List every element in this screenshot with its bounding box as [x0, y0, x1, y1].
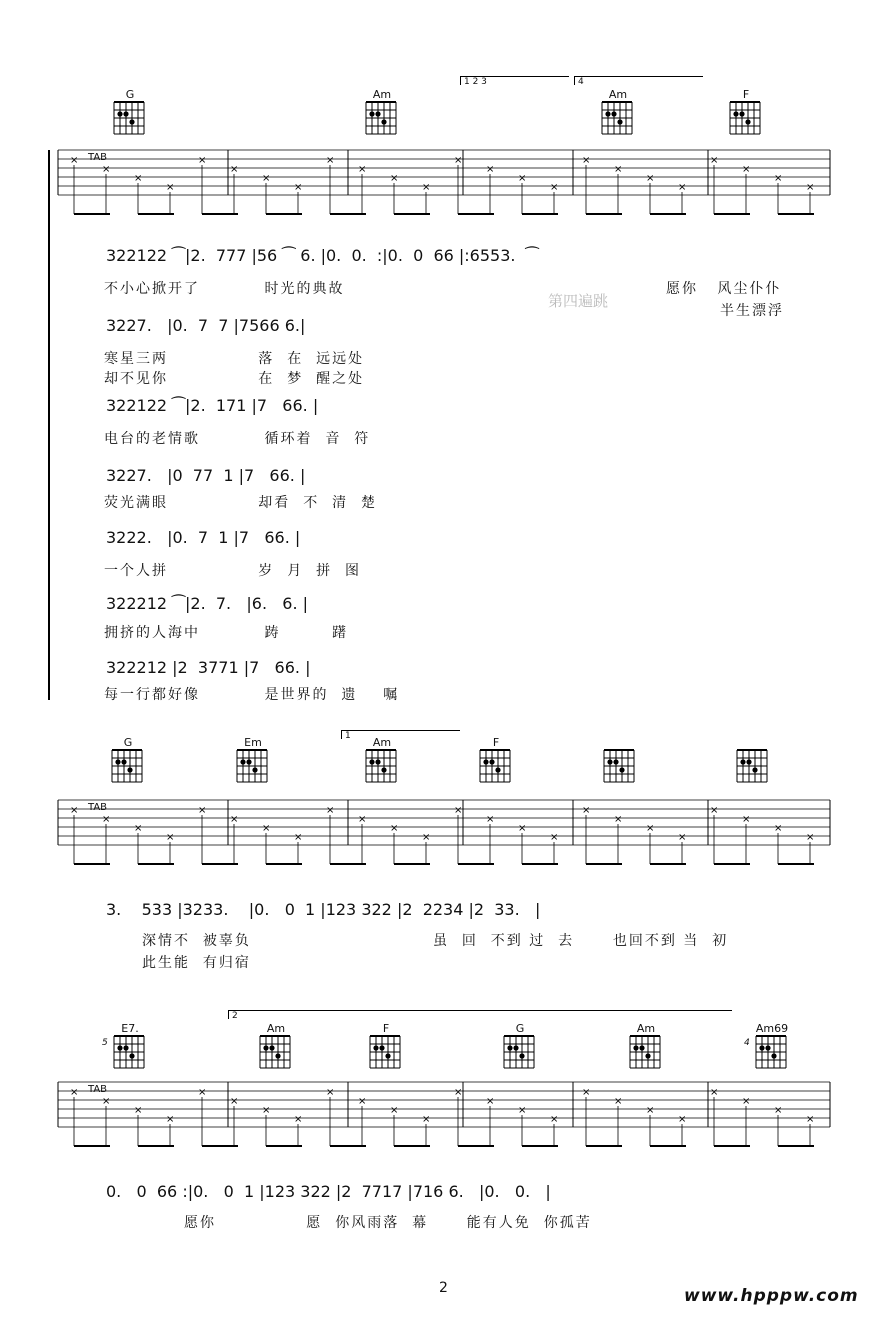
lyric-line: 却不见你 在 梦 醒之处: [104, 371, 365, 387]
jianpu-row: 322212 |2 3771 |7 66. |: [106, 658, 311, 677]
chord-grid: [366, 1034, 406, 1070]
jianpu-row: 322122 ⁀|2. 777 |56 ⁀ 6. |0. 0. :|0. 0 66 |:6553. ⁀: [106, 246, 539, 265]
lyric-line: 拥挤的人海中 踌 躇: [104, 625, 349, 641]
svg-text:×: ×: [262, 1105, 271, 1116]
volta-bracket: 2: [228, 1010, 732, 1019]
volta-bracket: 1: [341, 730, 460, 739]
chord-diagram: [233, 736, 273, 788]
page-number: 2: [439, 1280, 448, 1296]
jianpu-row: 322212 ⁀|2. 7. |6. 6. |: [106, 594, 309, 613]
svg-text:×: ×: [262, 173, 271, 184]
chord-name: G: [515, 1022, 525, 1035]
svg-text:×: ×: [294, 182, 303, 193]
svg-text:×: ×: [646, 1105, 655, 1116]
chord-grid: [256, 1034, 296, 1070]
chord-diagram: [500, 1022, 540, 1074]
svg-text:×: ×: [710, 1087, 719, 1098]
chord-name: F: [382, 1022, 390, 1035]
tab-label: TAB: [88, 802, 108, 813]
chord-grid: [476, 748, 516, 784]
lyric-line: 半生漂浮: [720, 303, 784, 319]
chord-diagram: [108, 736, 148, 788]
jianpu-row: 3227. |0. 7 7 |7566 6.|: [106, 316, 306, 335]
chord-diagram: [626, 1022, 666, 1074]
chord-grid: [233, 748, 273, 784]
chord-diagram: [598, 88, 638, 140]
fret-position: 5: [102, 1038, 108, 1048]
svg-text:×: ×: [390, 173, 399, 184]
lyric-line: 寒星三两 落 在 远远处: [104, 351, 365, 367]
svg-text:×: ×: [710, 155, 719, 166]
chord-name: G: [125, 88, 135, 101]
svg-text:×: ×: [774, 823, 783, 834]
chord-grid: [598, 100, 638, 136]
svg-text:×: ×: [230, 1096, 239, 1107]
svg-text:×: ×: [166, 182, 175, 193]
svg-text:×: ×: [262, 823, 271, 834]
lyric-line: 荧光满眼 却看 不 清 楚: [104, 495, 378, 511]
lyric-line: 愿你 愿 你风雨落 幕 能有人免 你孤苦: [184, 1215, 592, 1231]
tab-staff: [58, 800, 830, 890]
svg-text:×: ×: [102, 1096, 111, 1107]
svg-text:×: ×: [326, 805, 335, 816]
chord-grid: [110, 1034, 150, 1070]
lyric-line: 愿你 风尘仆仆: [666, 281, 782, 297]
svg-text:×: ×: [486, 814, 495, 825]
svg-text:×: ×: [646, 173, 655, 184]
chord-name: Am: [372, 736, 392, 749]
svg-text:×: ×: [614, 814, 623, 825]
chord-diagram: [726, 88, 766, 140]
svg-text:×: ×: [230, 814, 239, 825]
svg-text:×: ×: [806, 1114, 815, 1125]
svg-text:×: ×: [678, 1114, 687, 1125]
chord-name: Am: [266, 1022, 286, 1035]
chord-name: Am: [372, 88, 392, 101]
fret-position: 4: [744, 1038, 750, 1048]
svg-text:×: ×: [102, 164, 111, 175]
chord-name: Am69: [755, 1022, 789, 1035]
svg-text:×: ×: [70, 155, 79, 166]
tab-label: TAB: [88, 1084, 108, 1095]
svg-text:×: ×: [806, 182, 815, 193]
chord-grid: [626, 1034, 666, 1070]
chord-diagram: [362, 736, 402, 788]
svg-text:×: ×: [454, 1087, 463, 1098]
svg-text:×: ×: [166, 832, 175, 843]
svg-text:×: ×: [70, 805, 79, 816]
svg-text:×: ×: [326, 155, 335, 166]
svg-text:×: ×: [582, 1087, 591, 1098]
chord-diagram: [744, 1022, 792, 1074]
lyric-line: 此生能 有归宿: [142, 955, 251, 971]
svg-text:×: ×: [742, 164, 751, 175]
svg-text:×: ×: [774, 173, 783, 184]
chord-name: Em: [244, 736, 262, 749]
svg-text:×: ×: [422, 1114, 431, 1125]
chord-diagram: [476, 736, 516, 788]
svg-text:×: ×: [390, 1105, 399, 1116]
svg-text:×: ×: [326, 1087, 335, 1098]
svg-text:×: ×: [134, 173, 143, 184]
chord-diagram: [362, 88, 402, 140]
svg-text:×: ×: [742, 1096, 751, 1107]
svg-text:×: ×: [518, 1105, 527, 1116]
svg-text:×: ×: [582, 155, 591, 166]
chord-diagram: [256, 1022, 296, 1074]
svg-text:×: ×: [486, 164, 495, 175]
chord-grid: [733, 748, 773, 784]
svg-text:×: ×: [390, 823, 399, 834]
svg-text:×: ×: [358, 1096, 367, 1107]
svg-text:×: ×: [70, 1087, 79, 1098]
svg-text:×: ×: [134, 1105, 143, 1116]
jianpu-row: 3. 533 |3233. |0. 0 1 |123 322 |2 2234 |2 33. |: [106, 900, 541, 919]
svg-text:×: ×: [166, 1114, 175, 1125]
svg-text:×: ×: [134, 823, 143, 834]
svg-text:×: ×: [198, 1087, 207, 1098]
svg-text:×: ×: [518, 173, 527, 184]
site-url: www.hpppw.com: [684, 1286, 859, 1306]
chord-diagram: [733, 748, 773, 788]
lyric-line: 每一行都好像 是世界的 遗 嘱: [104, 687, 400, 703]
jianpu-row: 322122 ⁀|2. 171 |7 66. |: [106, 396, 319, 415]
svg-text:×: ×: [710, 805, 719, 816]
chord-diagram: [102, 1022, 150, 1074]
lyric-line: 电台的老情歌 循环着 音 符: [104, 431, 371, 447]
svg-text:×: ×: [486, 1096, 495, 1107]
svg-text:×: ×: [550, 832, 559, 843]
svg-text:×: ×: [646, 823, 655, 834]
svg-text:×: ×: [742, 814, 751, 825]
jianpu-row: 3227. |0 77 1 |7 66. |: [106, 466, 306, 485]
chord-grid: [500, 1034, 540, 1070]
svg-text:×: ×: [678, 182, 687, 193]
chord-diagram: [110, 88, 150, 140]
svg-text:×: ×: [614, 164, 623, 175]
jianpu-row: 0. 0 66 :|0. 0 1 |123 322 |2 7717 |716 6. |0. 0. |: [106, 1182, 551, 1201]
lyric-line: 深情不 被辜负: [142, 933, 251, 949]
jianpu-row: 3222. |0. 7 1 |7 66. |: [106, 528, 301, 547]
chord-grid: [362, 100, 402, 136]
svg-text:×: ×: [422, 182, 431, 193]
chord-name: E7.: [121, 1022, 139, 1035]
chord-name: Am: [636, 1022, 656, 1035]
chord-diagram: [600, 748, 640, 788]
lyric-line: 一个人拼 岁 月 拼 图: [104, 563, 362, 579]
chord-grid: [752, 1034, 792, 1070]
tab-staff: [58, 1082, 830, 1172]
volta-bracket: 4: [574, 76, 703, 85]
chord-name: F: [742, 88, 750, 101]
chord-grid: [726, 100, 766, 136]
chord-diagram: [366, 1022, 406, 1074]
svg-text:×: ×: [582, 805, 591, 816]
chord-name: F: [492, 736, 500, 749]
chord-name: G: [123, 736, 133, 749]
lyric-line: 不小心掀开了 时光的典故: [104, 281, 345, 297]
system-bracket: [48, 150, 50, 700]
svg-text:×: ×: [806, 832, 815, 843]
svg-text:×: ×: [294, 832, 303, 843]
svg-text:×: ×: [454, 805, 463, 816]
tab-label: TAB: [88, 152, 108, 163]
tab-staff: [58, 150, 830, 240]
svg-text:×: ×: [518, 823, 527, 834]
svg-text:×: ×: [198, 805, 207, 816]
svg-text:×: ×: [358, 164, 367, 175]
svg-text:×: ×: [454, 155, 463, 166]
chord-grid: [110, 100, 150, 136]
volta-bracket: 1 2 3: [460, 76, 569, 85]
svg-text:×: ×: [614, 1096, 623, 1107]
svg-text:×: ×: [102, 814, 111, 825]
chord-grid: [600, 748, 640, 784]
svg-text:×: ×: [294, 1114, 303, 1125]
chord-grid: [108, 748, 148, 784]
lyric-line: 虽 回 不到 过 去 也回不到 当 初: [433, 933, 729, 949]
svg-text:×: ×: [550, 1114, 559, 1125]
svg-text:×: ×: [774, 1105, 783, 1116]
svg-text:×: ×: [230, 164, 239, 175]
svg-text:×: ×: [198, 155, 207, 166]
svg-text:×: ×: [358, 814, 367, 825]
chord-grid: [362, 748, 402, 784]
svg-text:×: ×: [422, 832, 431, 843]
chord-name: Am: [608, 88, 628, 101]
watermark: 第四遍跳: [548, 292, 609, 310]
svg-text:×: ×: [678, 832, 687, 843]
svg-text:×: ×: [550, 182, 559, 193]
